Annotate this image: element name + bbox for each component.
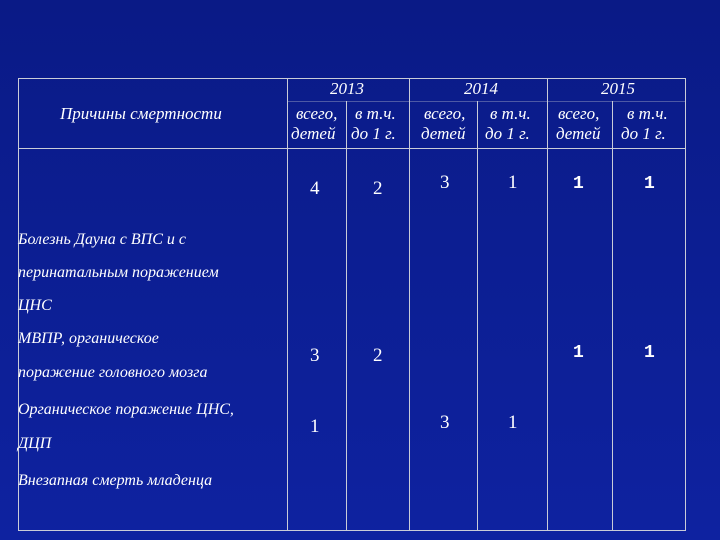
total-2014-all: 3: [440, 172, 450, 193]
col-divider-2014-infant: [477, 101, 478, 531]
mvpr-2015-all: 1: [573, 343, 584, 363]
total-2013-infant: 2: [373, 178, 383, 199]
subheader-2014-total-2: детей: [421, 124, 466, 143]
year-2013-header: 2013: [330, 79, 364, 98]
subheader-2015-infant: в т.ч.: [627, 104, 668, 123]
row-label-sids: Внезапная смерть младенца: [18, 472, 213, 489]
row-label-mvpr-line-1: МВПР, органическое: [18, 330, 159, 347]
col-divider-2014-total: [409, 78, 410, 531]
mvpr-2013-infant: 2: [373, 345, 383, 366]
subheader-2013-total-2: детей: [291, 124, 336, 143]
col-divider-2015-infant: [612, 101, 613, 531]
table-bottom-border: [18, 530, 685, 531]
year-2014-header: 2014: [464, 79, 498, 98]
row-label-organic-cns-line-2: ДЦП: [18, 435, 52, 452]
col-divider-2015-total: [547, 78, 548, 531]
row-label-down-syndrome-line-2: перинатальным поражением: [18, 264, 219, 281]
subheader-2013-total: всего,: [296, 104, 338, 123]
table-right-border: [685, 78, 686, 531]
row-label-organic-cns-line-1: Органическое поражение ЦНС,: [18, 401, 234, 418]
subheader-2015-infant-2: до 1 г.: [621, 124, 666, 143]
total-2015-infant: 1: [644, 174, 655, 194]
organic-cns-2014-all: 3: [440, 412, 450, 433]
subheader-2015-total: всего,: [558, 104, 600, 123]
row-label-mvpr-line-2: поражение головного мозга: [18, 364, 208, 381]
row-label-down-syndrome-line-3: ЦНС: [18, 297, 52, 314]
mvpr-2015-infant: 1: [644, 343, 655, 363]
subheader-2014-infant: в т.ч.: [490, 104, 531, 123]
cause-column-header: Причины смертности: [60, 104, 222, 123]
total-2013-all: 4: [310, 178, 320, 199]
row-label-down-syndrome-line-1: Болезнь Дауна с ВПС и с: [18, 231, 186, 248]
subheader-2014-infant-2: до 1 г.: [485, 124, 530, 143]
total-2014-infant: 1: [508, 172, 518, 193]
total-2015-all: 1: [573, 174, 584, 194]
year-2015-header: 2015: [601, 79, 635, 98]
organic-cns-2014-infant: 1: [508, 412, 518, 433]
organic-cns-2013-all: 1: [310, 416, 320, 437]
mvpr-2013-all: 3: [310, 345, 320, 366]
subheader-2013-infant-2: до 1 г.: [351, 124, 396, 143]
col-divider-2013-infant: [346, 101, 347, 531]
subheader-2013-infant: в т.ч.: [355, 104, 396, 123]
header-bottom-border: [18, 148, 685, 149]
subheader-2015-total-2: детей: [556, 124, 601, 143]
subheader-2014-total: всего,: [424, 104, 466, 123]
cause-column-divider: [287, 78, 288, 531]
